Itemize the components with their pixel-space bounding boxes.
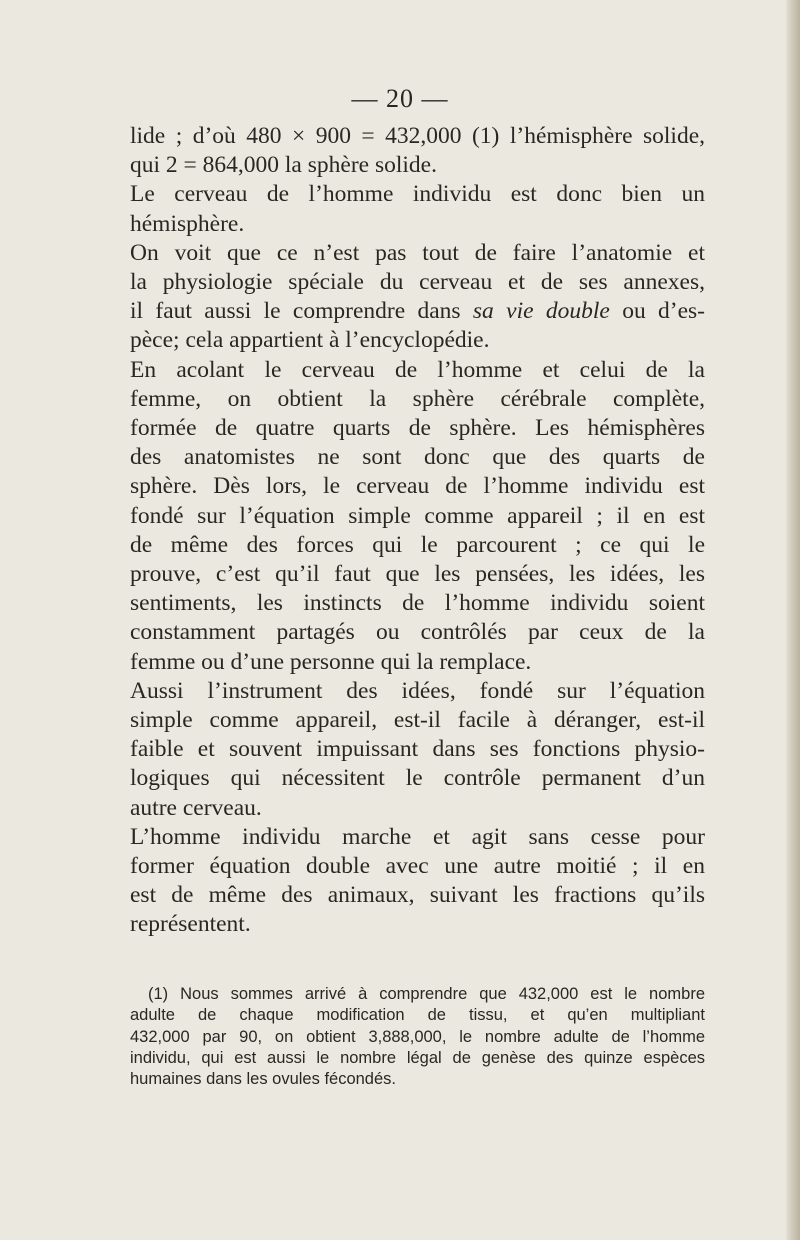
footnote-line-text: 432,000 par 90, on obtient 3,888,000, le nombre adulte de l’homme (130, 1027, 705, 1046)
text-line-text: formée de quatre quarts de sphère. Les hémisphères (130, 415, 705, 442)
text-line (130, 618, 705, 647)
text-line (130, 764, 705, 793)
text-line (130, 531, 705, 560)
footnote-line-text: (1) Nous sommes arrivé à comprendre que 432,000 est le nombre (148, 985, 705, 1003)
text-line (130, 648, 705, 677)
text-line-text: prouve, c’est qu’il faut que les pensées, les idées, les (130, 561, 705, 588)
text-line-text: simple comme appareil, est-il facile à déranger, est-il (130, 707, 705, 734)
text-line (130, 239, 705, 268)
text-line-text: des anatomistes ne sont donc que des quarts de (130, 444, 705, 471)
text-line-text: former équation double avec une autre moitié ; il en (130, 853, 705, 880)
footnote-line (130, 984, 705, 1005)
text-line (130, 443, 705, 472)
text-line (130, 677, 705, 706)
footnote-line (130, 1069, 705, 1090)
text-line (130, 852, 705, 881)
text-line-text: femme ou d’une personne qui la remplace. (130, 648, 532, 675)
body-text (130, 122, 705, 940)
footnote-line (130, 1005, 705, 1026)
text-line-text: fondé sur l’équation simple comme appareil ; il en est (130, 502, 705, 529)
text-line-text: On voit que ce n’est pas tout de faire l’anatomie et (130, 239, 705, 266)
text-line-text: femme, on obtient la sphère cérébrale complète, (130, 385, 705, 412)
text-line-text: qui 2 = 864,000 la sphère solide. (130, 152, 437, 179)
text-line (130, 151, 705, 180)
text-line (130, 297, 705, 326)
text-line-text: L’homme individu marche et agit sans cesse pour (130, 823, 705, 850)
footnote-line (130, 1027, 705, 1048)
text-line-text: sentiments, les instincts de l’homme individu soient (130, 590, 705, 617)
footnote-line-text: adulte de chaque modification de tissu, et qu’en multipliant (130, 1006, 705, 1025)
footnote-line-text: humaines dans les ovules fécondés. (130, 1070, 396, 1089)
italic-phrase: sa vie double (472, 298, 610, 325)
text-line (130, 385, 705, 414)
text-line-text: logiques qui nécessitent le contrôle permanent d’un (130, 765, 705, 792)
text-line-text: représentent. (130, 911, 251, 938)
text-line (130, 122, 705, 151)
text-line-text: autre cerveau. (130, 794, 262, 821)
text-line-text: Aussi l’instrument des idées, fondé sur l’équation (130, 677, 705, 704)
text-line (130, 560, 705, 589)
text-line-text: lide ; d’où 480 × 900 = 432,000 (1) l’hémisphère solide, (130, 123, 705, 149)
text-line-text: constamment partagés ou contrôlés par ceux de la (130, 619, 705, 646)
text-line (130, 910, 705, 939)
text-line (130, 326, 705, 355)
text-line (130, 414, 705, 443)
text-line (130, 881, 705, 910)
page-edge (786, 0, 800, 1240)
text-line-text: est de même des animaux, suivant les fractions qu’ils (130, 882, 705, 909)
text-line (130, 210, 705, 239)
text-line-text: il faut aussi le comprendre dans (130, 298, 461, 325)
text-line-text: de même des forces qui le parcourent ; ce qui le (130, 531, 705, 558)
text-line (130, 502, 705, 531)
text-line-text: hémisphère. (130, 210, 245, 237)
footnote (130, 984, 705, 1090)
footnote-line-text: individu, qui est aussi le nombre légal de genèse des quinze espèces (130, 1048, 705, 1067)
text-line-text: faible et souvent impuissant dans ses fonctions physio- (130, 736, 705, 763)
text-line (130, 735, 705, 764)
text-line (130, 706, 705, 735)
text-line (130, 356, 705, 385)
text-line (130, 794, 705, 823)
text-line-text: pèce; cela appartient à l’encyclopédie. (130, 327, 490, 354)
page-number: — 20 — (351, 84, 449, 113)
text-line-text: sphère. Dès lors, le cerveau de l’homme individu est (130, 473, 705, 500)
text-line (130, 823, 705, 852)
text-line (130, 589, 705, 618)
text-line (130, 268, 705, 297)
text-line-text: la physiologie spéciale du cerveau et de ses annexes, (130, 269, 705, 296)
text-line (130, 472, 705, 501)
text-line-text: En acolant le cerveau de l’homme et celui de la (130, 356, 705, 383)
footnote-line (130, 1048, 705, 1069)
text-line-text: Le cerveau de l’homme individu est donc bien un (130, 181, 705, 208)
text-line (130, 180, 705, 209)
text-line-text: ou d’es- (622, 298, 706, 325)
